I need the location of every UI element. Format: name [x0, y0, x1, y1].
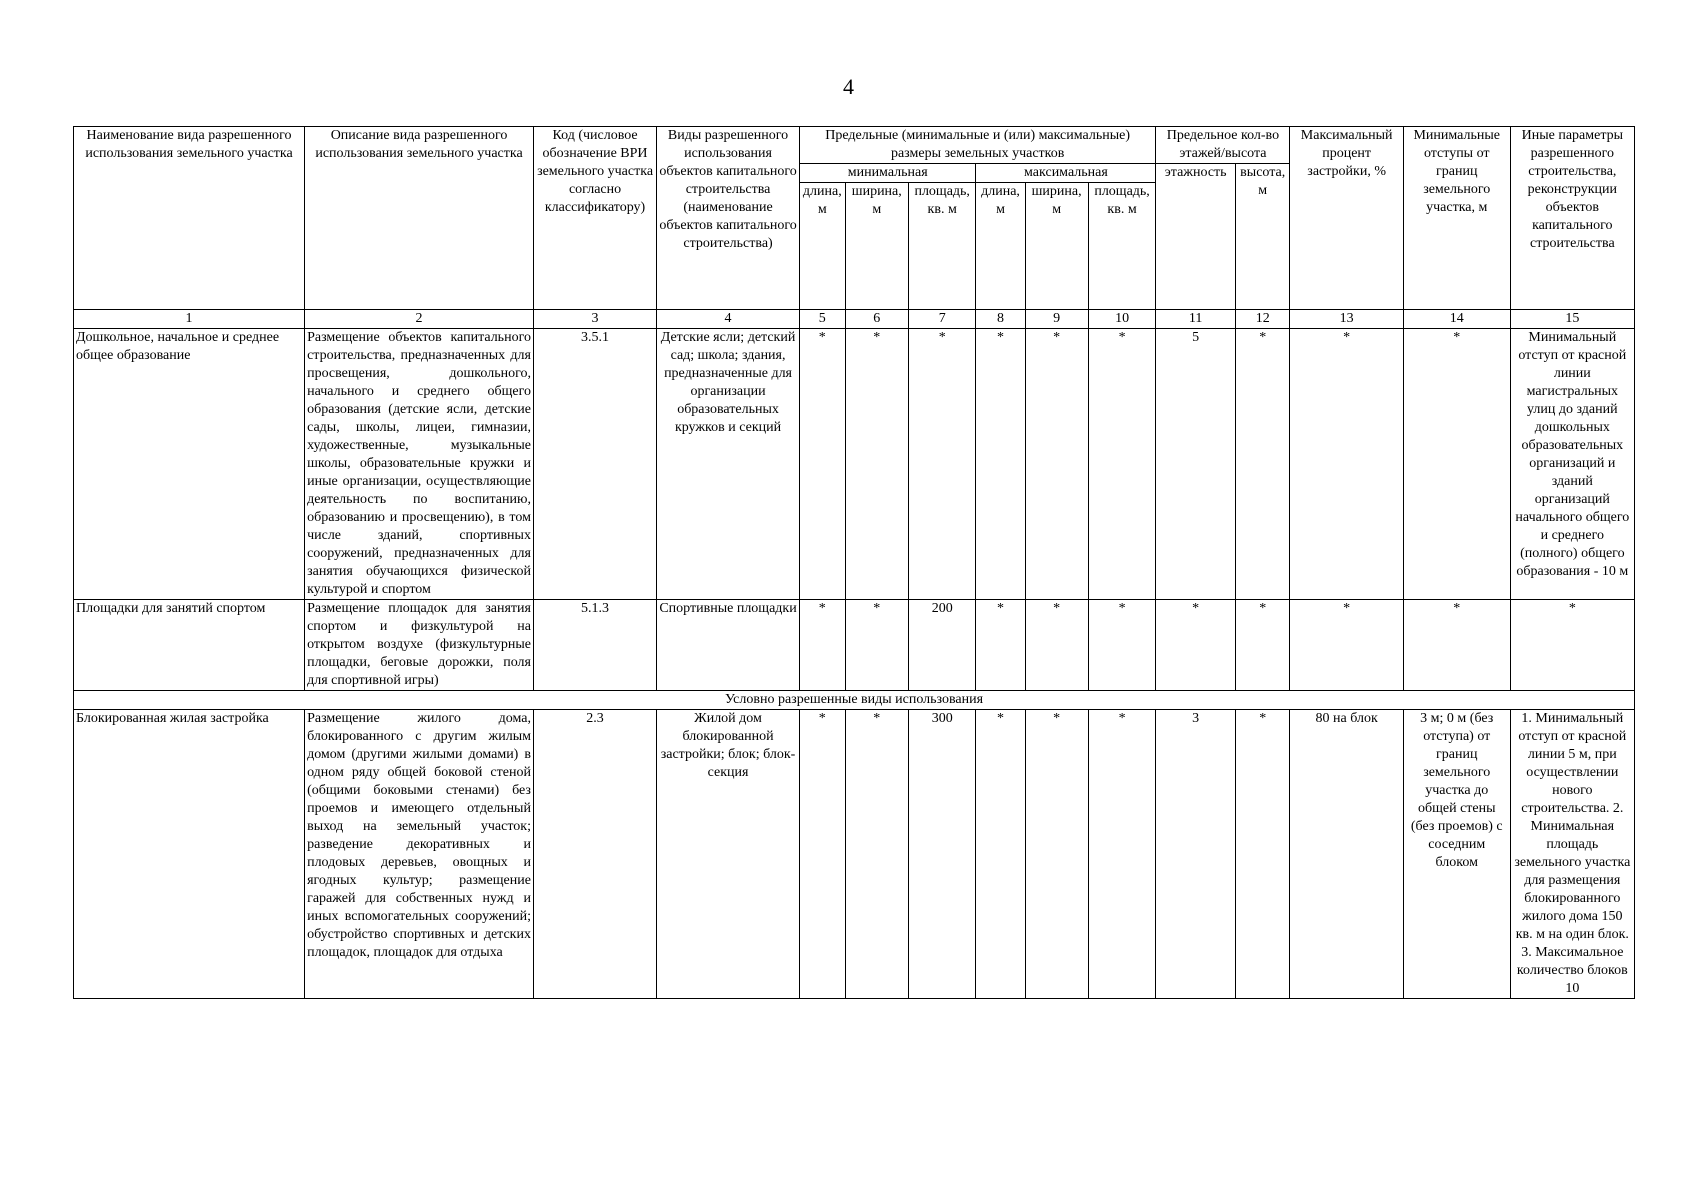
- setback-value: 3 м; 0 м (без отступа) от границ земельного участка до общей стены (без проемов) с соседним блоком: [1403, 710, 1510, 999]
- use-code: 3.5.1: [533, 329, 656, 600]
- page-number: 4: [843, 74, 854, 99]
- min-length-value: *: [799, 329, 845, 600]
- column-number: 6: [845, 310, 908, 329]
- min-length-value: *: [799, 600, 845, 691]
- use-description: Размещение площадок для занятия спортом и физкультурой на открытом воздухе (физкультурные площадки, беговые дорожки, поля для спортивной игры): [305, 600, 534, 691]
- header-height: высота, м: [1235, 164, 1290, 310]
- build-percent-value: 80 на блок: [1290, 710, 1403, 999]
- use-name: Площадки для занятий спортом: [74, 600, 305, 691]
- header-max-width: ширина, м: [1025, 183, 1088, 310]
- column-number: 9: [1025, 310, 1088, 329]
- max-width-value: *: [1025, 710, 1088, 999]
- header-name: Наименование вида разрешенного использования земельного участка: [74, 127, 305, 310]
- header-min-length: длина, м: [799, 183, 845, 310]
- use-code: 5.1.3: [533, 600, 656, 691]
- floors-value: 5: [1156, 329, 1236, 600]
- table-row: [74, 600, 1635, 691]
- use-name: Дошкольное, начальное и среднее общее образование: [74, 329, 305, 600]
- header-code: Код (числовое обозначение ВРИ земельного участка согласно классификатору): [533, 127, 656, 310]
- min-area-value: *: [908, 329, 976, 600]
- other-params-value: 1. Минимальный отступ от красной линии 5 м, при осуществлении нового строительства. 2. Минимальная площадь земельного участка для размещения блокированного жилого дома 150 кв. м на один блок. 3. Максимальное количество блоков 10: [1510, 710, 1634, 999]
- header-kinds: Виды разрешенного использования объектов капитального строительства (наименование объектов капитального строительства): [657, 127, 800, 310]
- max-length-value: *: [976, 710, 1025, 999]
- section-label: Условно разрешенные виды использования: [74, 691, 1635, 710]
- min-area-value: 300: [908, 710, 976, 999]
- column-number: 12: [1235, 310, 1290, 329]
- table-row: [74, 329, 1635, 600]
- header-min-area: площадь, кв. м: [908, 183, 976, 310]
- max-width-value: *: [1025, 600, 1088, 691]
- other-params-value: Минимальный отступ от красной линии магистральных улиц до зданий дошкольных образовательных организаций и зданий организаций начального общего и среднего (полного) общего образования - 10 м: [1510, 329, 1634, 600]
- header-floors: этажность: [1156, 164, 1236, 310]
- column-number: 3: [533, 310, 656, 329]
- use-kinds: Детские ясли; детский сад; школа; здания, предназначенные для организации образовательных кружков и секций: [657, 329, 800, 600]
- section-row: [74, 691, 1635, 710]
- setback-value: *: [1403, 329, 1510, 600]
- header-maximal: максимальная: [976, 164, 1156, 183]
- use-description: Размещение объектов капитального строительства, предназначенных для просвещения, дошкольного, начального и среднего общего образования (детские ясли, детские сады, школы, лицеи, гимназии, художественные, музыкальные школы, образовательные кружки и иные организации, осуществляющие деятельность по воспитанию, образованию и просвещению), в том числе зданий, спортивных сооружений, предназначенных для занятия обучающихся физической культурой и спортом: [305, 329, 534, 600]
- header-description: Описание вида разрешенного использования земельного участка: [305, 127, 534, 310]
- column-number: 14: [1403, 310, 1510, 329]
- header-max-build-percent: Максимальный процент застройки, %: [1290, 127, 1403, 310]
- header-max-length: длина, м: [976, 183, 1025, 310]
- zoning-table: [73, 126, 1635, 999]
- column-number: 15: [1510, 310, 1634, 329]
- use-code: 2.3: [533, 710, 656, 999]
- build-percent-value: *: [1290, 600, 1403, 691]
- header-plot-sizes: Предельные (минимальные и (или) максимальные) размеры земельных участков: [799, 127, 1155, 164]
- header-minimal: минимальная: [799, 164, 976, 183]
- max-area-value: *: [1088, 329, 1156, 600]
- use-description: Размещение жилого дома, блокированного с другим жилым домом (другими жилыми домами) в одном ряду общей боковой стеной (общими боковыми стенами) без проемов и имеющего отдельный выход на земельный участок; разведение декоративных и плодовых деревьев, овощных и ягодных культур; размещение гаражей для собственных нужд и иных вспомогательных сооружений; обустройство спортивных и детских площадок, площадок для отдыха: [305, 710, 534, 999]
- max-length-value: *: [976, 600, 1025, 691]
- column-number: 11: [1156, 310, 1236, 329]
- height-value: *: [1235, 329, 1290, 600]
- column-number: 2: [305, 310, 534, 329]
- header-floors-height: Предельное кол-во этажей/высота: [1156, 127, 1290, 164]
- max-length-value: *: [976, 329, 1025, 600]
- max-width-value: *: [1025, 329, 1088, 600]
- other-params-value: *: [1510, 600, 1634, 691]
- floors-value: 3: [1156, 710, 1236, 999]
- column-number: 8: [976, 310, 1025, 329]
- use-kinds: Жилой дом блокированной застройки; блок; блок-секция: [657, 710, 800, 999]
- header-other-params: Иные параметры разрешенного строительства, реконструкции объектов капитального строительства: [1510, 127, 1634, 310]
- min-area-value: 200: [908, 600, 976, 691]
- floors-value: *: [1156, 600, 1236, 691]
- column-number: 5: [799, 310, 845, 329]
- height-value: *: [1235, 600, 1290, 691]
- build-percent-value: *: [1290, 329, 1403, 600]
- height-value: *: [1235, 710, 1290, 999]
- header-max-area: площадь, кв. м: [1088, 183, 1156, 310]
- header-min-setbacks: Минимальные отступы от границ земельного участка, м: [1403, 127, 1510, 310]
- column-numbers-row: [74, 310, 1635, 329]
- min-width-value: *: [845, 600, 908, 691]
- setback-value: *: [1403, 600, 1510, 691]
- column-number: 4: [657, 310, 800, 329]
- column-number: 10: [1088, 310, 1156, 329]
- column-number: 1: [74, 310, 305, 329]
- table-row: [74, 710, 1635, 999]
- header-min-width: ширина, м: [845, 183, 908, 310]
- use-name: Блокированная жилая застройка: [74, 710, 305, 999]
- column-number: 7: [908, 310, 976, 329]
- min-width-value: *: [845, 329, 908, 600]
- min-length-value: *: [799, 710, 845, 999]
- column-number: 13: [1290, 310, 1403, 329]
- max-area-value: *: [1088, 600, 1156, 691]
- min-width-value: *: [845, 710, 908, 999]
- max-area-value: *: [1088, 710, 1156, 999]
- use-kinds: Спортивные площадки: [657, 600, 800, 691]
